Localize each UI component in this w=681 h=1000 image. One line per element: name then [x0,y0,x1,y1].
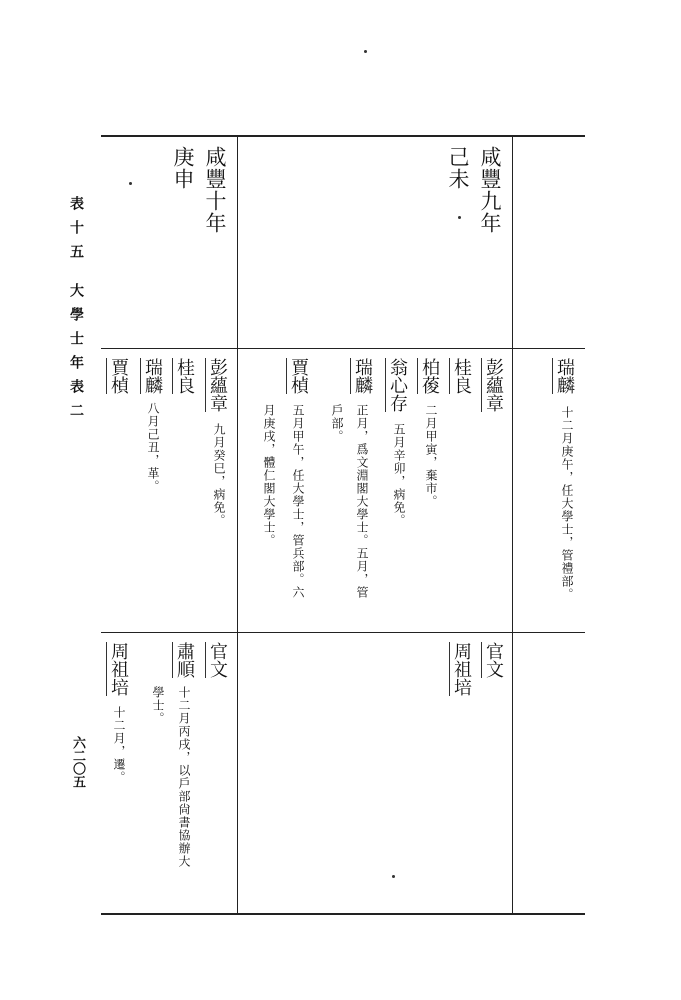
assistant-name: 周祖培 [451,642,472,696]
scan-speck [392,875,395,878]
entry-name: 桂良 [451,358,472,394]
assistant-name: 周祖培 [108,642,129,696]
entry-name: 柏葰 [419,358,440,394]
assistant-name: 肅順 [174,642,195,678]
ganzhi-jiwei: 己未 [446,146,470,190]
entry-note: 九月癸巳，病免。 [212,423,226,527]
side-table-number: 表十五 [68,196,84,268]
year-heading-xianfeng-10: 咸豐十年 [203,146,227,234]
year-heading-xianfeng-9: 咸豐九年 [478,146,502,234]
assistant-note-continued: 學士。 [151,686,165,725]
entry-note: 八月己丑，革。 [146,402,160,493]
entry-name: 桂良 [174,358,195,394]
entry-name: 彭蘊章 [207,358,228,412]
entry-note: 五月甲午，任大學士，管兵部。六 [291,404,305,599]
entry-name: 賈楨 [288,358,309,394]
entry-note: 五月辛卯，病免。 [392,423,406,527]
ganzhi-gengshen: 庚申 [171,146,195,190]
assistant-note: 十二月丙戌，以戶部尙書協辦大 [177,686,191,868]
page-number: 六二〇五 [70,736,85,788]
entry-note-continued: 月庚戌，體仁閣大學士。 [262,404,276,547]
scan-speck [364,50,367,53]
assistant-name: 官文 [483,642,504,678]
entry-name: 瑞麟 [554,358,575,394]
column-divider-1 [512,136,513,913]
entry-note: 正月，爲文淵閣大學士。五月，管 [355,404,369,599]
assistant-name: 官文 [207,642,228,678]
entry-note-continued: 戶部。 [330,404,344,443]
entry-name: 賈楨 [108,358,129,394]
column-divider-2 [237,136,238,913]
entry-name: 翁心存 [387,358,408,412]
side-table-name: 大學士年表二 [68,283,84,427]
assistant-note: 十二月，遷。 [112,706,126,784]
scan-speck [129,182,132,185]
entry-note: 十二月庚午，任大學士，管禮部。 [560,406,574,601]
scan-speck [458,216,461,219]
entry-note: 二月甲寅，棄市。 [424,404,438,508]
entry-name: 瑞麟 [352,358,373,394]
entry-name: 彭蘊章 [483,358,504,412]
table-bottom-rule [101,913,585,915]
entry-name: 瑞麟 [142,358,163,394]
